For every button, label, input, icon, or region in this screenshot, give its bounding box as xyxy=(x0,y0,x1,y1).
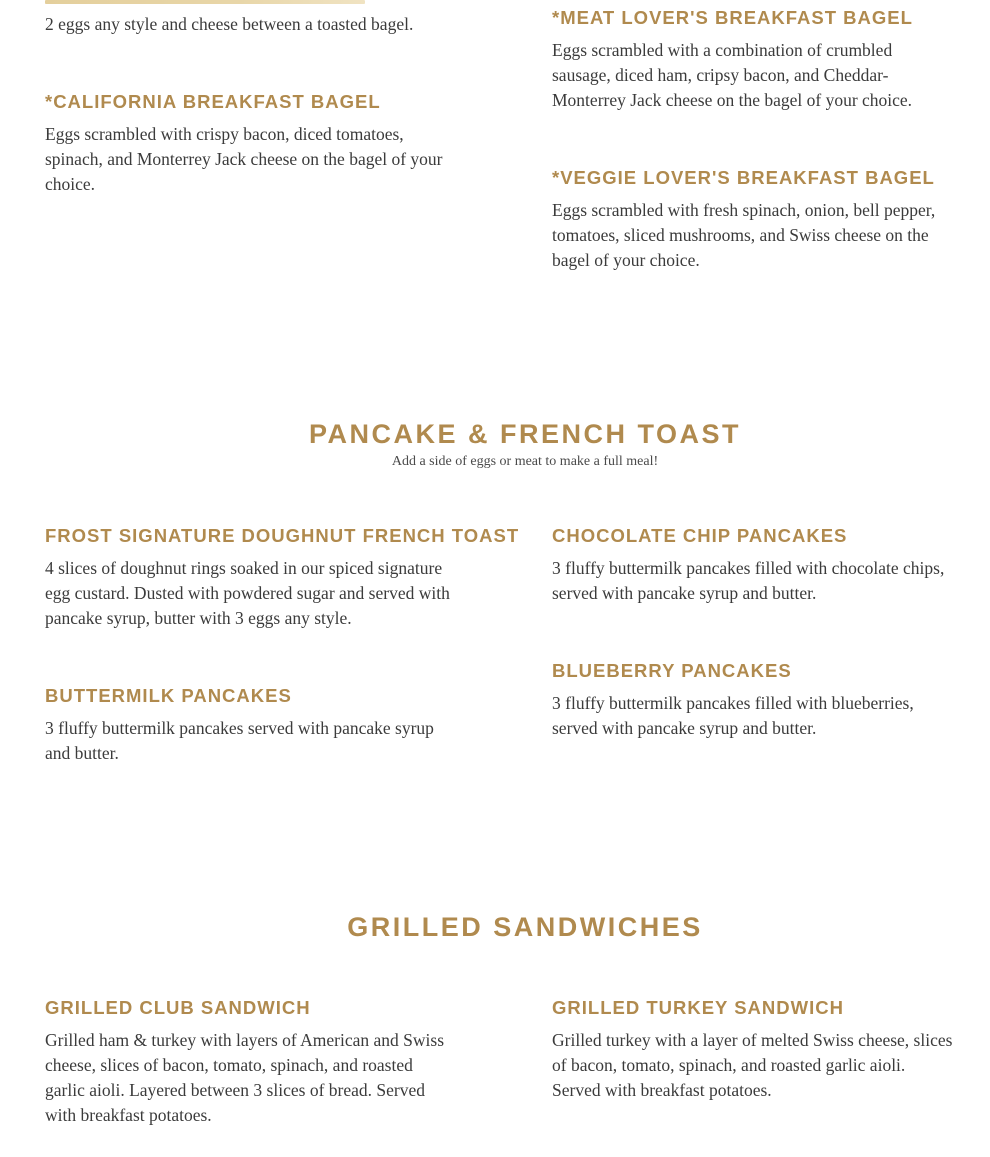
menu-item-veggie-lovers-bagel xyxy=(552,167,952,273)
menu-item-chocolate-chip-pancakes xyxy=(552,525,952,606)
item-description: 3 fluffy buttermilk pancakes served with pancake syrup and butter. xyxy=(45,718,434,763)
item-title: *VEGGIE LOVER'S BREAKFAST BAGEL xyxy=(552,167,935,188)
item-description: Grilled turkey with a layer of melted Swiss cheese, slices of bacon, tomato, spinach, and roasted garlic aioli. Served with breakfast potatoes. xyxy=(552,1030,953,1100)
item-title: BLUEBERRY PANCAKES xyxy=(552,660,792,681)
item-title: CHOCOLATE CHIP PANCAKES xyxy=(552,525,848,546)
menu-item-meat-lovers-bagel xyxy=(552,7,952,113)
section-title-pancakes: PANCAKE & FRENCH TOAST xyxy=(308,419,741,449)
cutoff-heading-remnant xyxy=(45,0,365,4)
item-description: Eggs scrambled with fresh spinach, onion, bell pepper, tomatoes, sliced mushrooms, and Swiss cheese on the bagel of your choice. xyxy=(552,200,936,270)
item-description: 3 fluffy buttermilk pancakes filled with chocolate chips, served with pancake syrup and butter. xyxy=(552,558,945,603)
item-title: *MEAT LOVER'S BREAKFAST BAGEL xyxy=(552,7,913,28)
item-description: Eggs scrambled with crispy bacon, diced tomatoes, spinach, and Monterrey Jack cheese on the bagel of your choice. xyxy=(45,124,443,194)
item-title: *CALIFORNIA BREAKFAST BAGEL xyxy=(45,91,381,112)
item-description: 4 slices of doughnut rings soaked in our spiced signature egg custard. Dusted with powdered sugar and served with pancake syrup, butter with 3 eggs any style. xyxy=(45,558,450,628)
menu-item-grilled-club xyxy=(45,997,455,1128)
item-title: BUTTERMILK PANCAKES xyxy=(45,685,292,706)
item-description: Eggs scrambled with a combination of crumbled sausage, diced ham, cripsy bacon, and Cheddar-Monterrey Jack cheese on the bagel of your choice. xyxy=(552,40,913,110)
section-title-sandwiches: GRILLED SANDWICHES xyxy=(347,912,703,942)
menu-item-california-bagel xyxy=(45,91,455,197)
menu-item-doughnut-french-toast xyxy=(45,525,520,631)
menu-item-grilled-turkey xyxy=(552,997,957,1103)
item-description: Grilled ham & turkey with layers of American and Swiss cheese, slices of bacon, tomato, spinach, and roasted garlic aioli. Layered between 3 slices of bread. Served with breakfast potatoes. xyxy=(45,1030,445,1125)
item-title: GRILLED TURKEY SANDWICH xyxy=(552,997,844,1018)
section-subtitle-pancakes: Add a side of eggs or meat to make a full meal! xyxy=(391,454,659,469)
menu-item-buttermilk-pancakes xyxy=(45,685,455,766)
item-description: 3 fluffy buttermilk pancakes filled with blueberries, served with pancake syrup and butter. xyxy=(552,693,914,738)
menu-item-cutoff xyxy=(45,12,455,37)
item-title: FROST SIGNATURE DOUGHNUT FRENCH TOAST xyxy=(45,525,520,546)
menu-item-blueberry-pancakes xyxy=(552,660,952,741)
item-description: 2 eggs any style and cheese between a toasted bagel. xyxy=(45,14,414,34)
item-title: GRILLED CLUB SANDWICH xyxy=(45,997,311,1018)
